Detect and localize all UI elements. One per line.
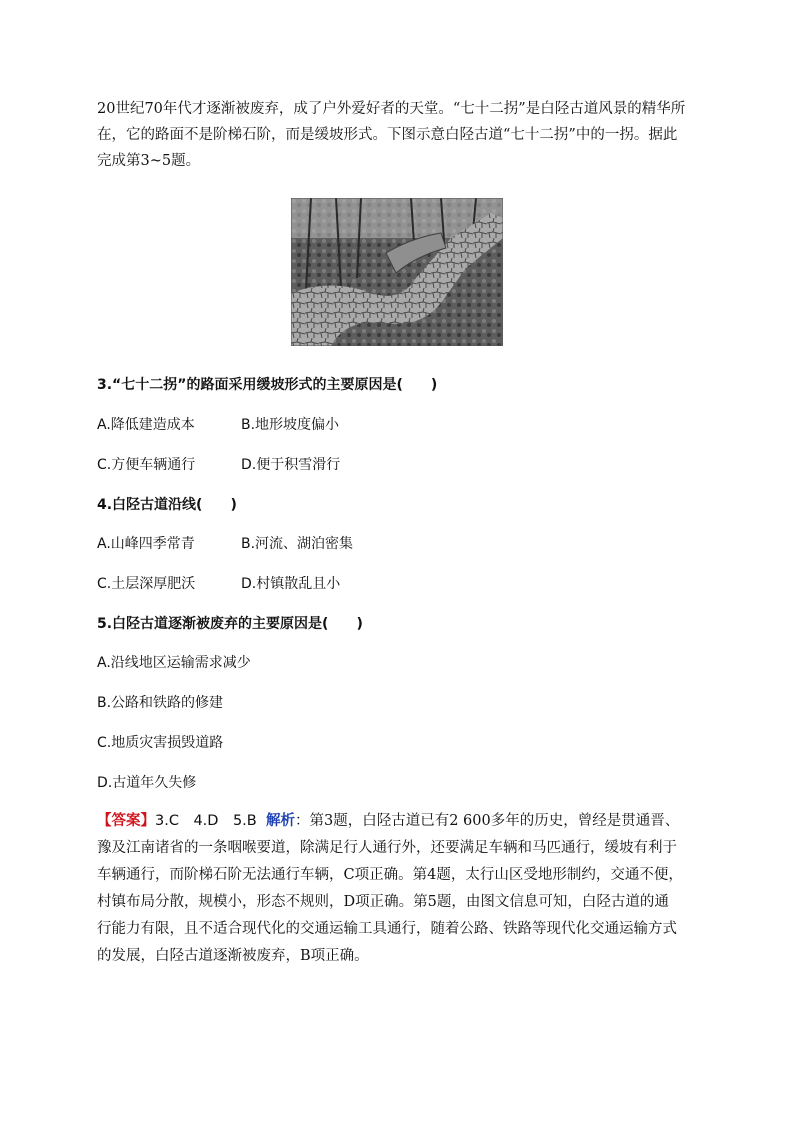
option-b: B.地形坡度偏小 (241, 417, 340, 433)
option-a: A.山峰四季常青 (97, 536, 195, 552)
question-4-options-row-2 (97, 573, 697, 593)
stone-path-illustration (291, 198, 503, 346)
question-3-stem: 3.“七十二拐”的路面采用缓坡形式的主要原因是( ) (97, 377, 438, 393)
option-d: D.便于积雪滑行 (241, 457, 341, 473)
option-b: B.河流、湖泊密集 (241, 536, 354, 552)
option-d: D.村镇散乱且小 (241, 576, 341, 592)
option-a: A.降低建造成本 (97, 417, 195, 433)
option-c: C.土层深厚肥沃 (97, 576, 196, 592)
answer-values: 3.C 4.D 5.B (155, 813, 257, 829)
question-3-options-row-2 (97, 454, 697, 474)
intro-line: 20世纪70年代才逐渐被废弃，成了户外爱好者的天堂。“七十二拐”是白陉古道风景的精华所 (97, 101, 686, 117)
intro-line: 完成第3~5题。 (97, 153, 201, 169)
explanation-tag: 解析 (265, 813, 295, 829)
option-b: B.公路和铁路的修建 (97, 695, 224, 711)
question-3-options-row-1 (97, 414, 697, 434)
answer-first-line (97, 808, 709, 835)
explanation-line: 村镇布局分散，规模小，形态不规则，D项正确。第5题，由图文信息可知，白陉古道的通 (97, 894, 669, 910)
option-d: D.古道年久失修 (97, 775, 197, 791)
option-a: A.沿线地区运输需求减少 (97, 655, 251, 671)
question-4-options-row-1 (97, 533, 697, 553)
intro-line: 在，它的路面不是阶梯石阶，而是缓坡形式。下图示意白陉古道“七十二拐”中的一拐。据此 (97, 127, 678, 143)
option-c: C.方便车辆通行 (97, 457, 196, 473)
explanation-line: 车辆通行，而阶梯石阶无法通行车辆，C项正确。第4题，太行山区受地形制约，交通不便， (97, 867, 683, 883)
explanation-line: 豫及江南诸省的一条咽喉要道，除满足行人通行外，还要满足车辆和马匹通行，缓坡有利于 (97, 840, 677, 856)
question-5-stem: 5.白陉古道逐渐被废弃的主要原因是( ) (97, 616, 363, 632)
explanation-line: 行能力有限，且不适合现代化的交通运输工具通行，随着公路、铁路等现代化交通运输方式 (97, 921, 677, 937)
intro-paragraph (97, 96, 697, 174)
option-c: C.地质灾害损毁道路 (97, 735, 224, 751)
answer-tag: 【答案】 (97, 813, 155, 829)
explanation-line: ：第3题，白陉古道已有2 600多年的历史，曾经是贯通晋、 (294, 813, 680, 829)
answer-block (97, 808, 709, 970)
question-4-stem: 4.白陉古道沿线( ) (97, 497, 237, 513)
stone-path-photo (291, 198, 503, 346)
explanation-line: 的发展，白陉古道逐渐被废弃，B项正确。 (97, 948, 369, 964)
